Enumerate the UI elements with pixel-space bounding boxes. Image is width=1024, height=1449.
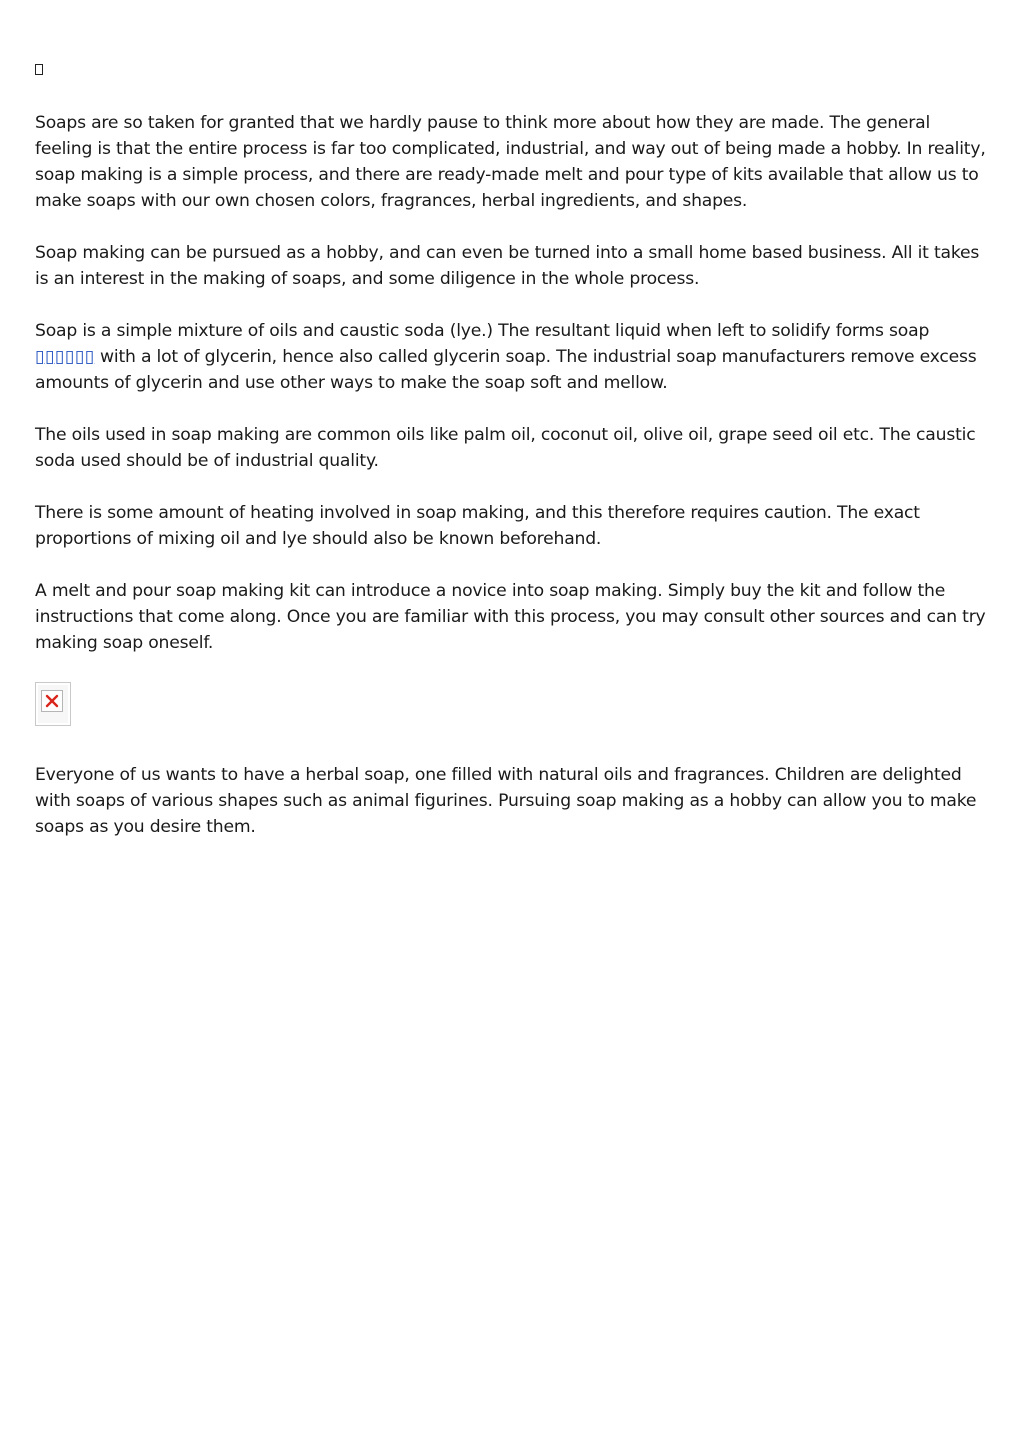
broken-image-icon: [41, 690, 63, 712]
broken-image: [35, 682, 71, 726]
close-x-icon: [45, 694, 59, 708]
inline-link[interactable]: ▯▯▯▯▯▯: [35, 347, 95, 367]
paragraph-mixture-text-start: Soap is a simple mixture of oils and caustic soda (lye.) The resultant liquid when left to solidify forms soap: [35, 321, 930, 341]
paragraph-hobby: Soap making can be pursued as a hobby, and can even be turned into a small home based business. All it takes is an interest in the making of soaps, and some diligence in the whole process.: [35, 243, 980, 289]
paragraph-herbal: Everyone of us wants to have a herbal soap, one filled with natural oils and fragrances. Children are delighted with soaps of various shapes such as animal figurines. Pursuing soap making as a hobby can allow you to make soaps as you desire them.: [35, 765, 977, 837]
paragraph-mixture: [35, 318, 990, 396]
document-page: [35, 64, 990, 866]
paragraph-heating: There is some amount of heating involved in soap making, and this therefore requires caution. The exact proportions of mixing oil and lye should also be known beforehand.: [35, 503, 920, 549]
missing-glyph-icon: [35, 64, 43, 75]
paragraph-kit: A melt and pour soap making kit can introduce a novice into soap making. Simply buy the kit and follow the instructions that come along. Once you are familiar with this process, you may consult other sources and can try making soap oneself.: [35, 581, 986, 653]
paragraph-oils: The oils used in soap making are common oils like palm oil, coconut oil, olive oil, grape seed oil etc. The caustic soda used should be of industrial quality.: [35, 425, 976, 471]
header-glyph-row: [35, 64, 990, 110]
paragraph-intro: Soaps are so taken for granted that we hardly pause to think more about how they are made. The general feeling is that the entire process is far too complicated, industrial, and way out of being made a hobby. In reality, soap making is a simple process, and there are ready-made melt and pour type of kits available that allow us to make soaps with our own chosen colors, fragrances, herbal ingredients, and shapes.: [35, 113, 986, 211]
paragraph-mixture-text-end: with a lot of glycerin, hence also called glycerin soap. The industrial soap manufacturers remove excess amounts of glycerin and use other ways to make the soap soft and mellow.: [35, 347, 977, 393]
